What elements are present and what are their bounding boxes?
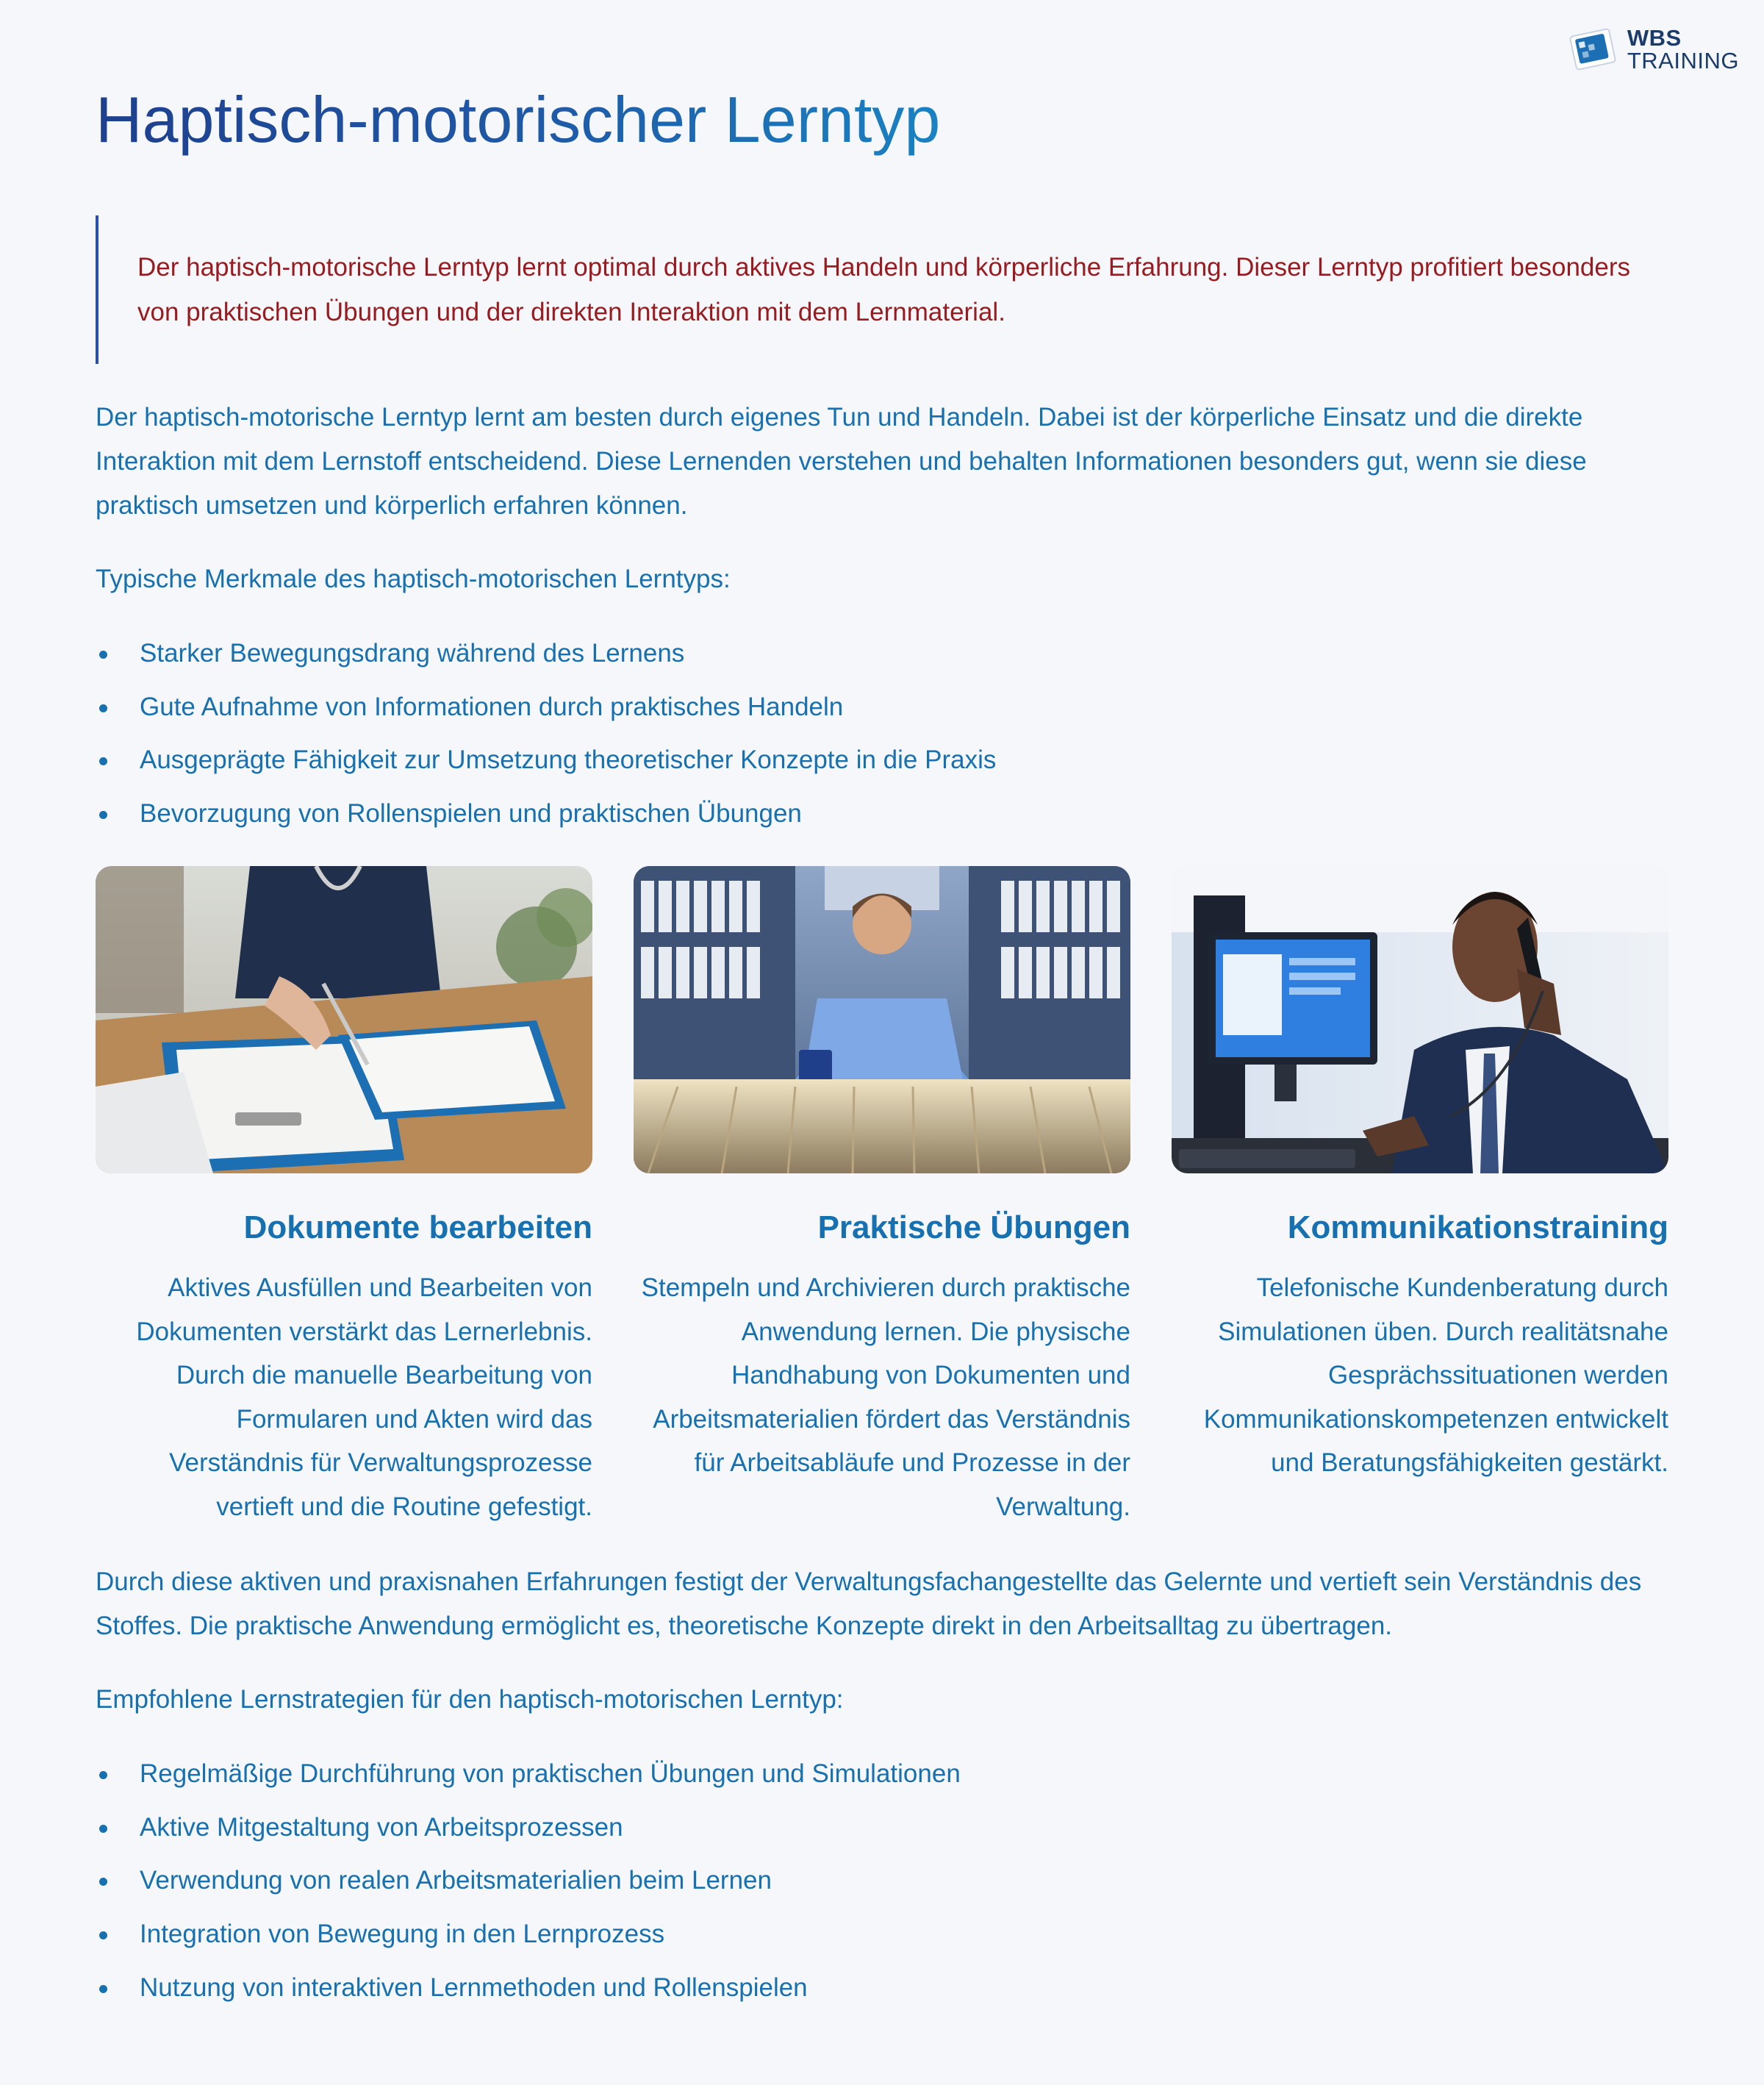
logo-line-1: WBS — [1627, 25, 1682, 51]
list-item: Verwendung von realen Arbeitsmaterialien beim Lernen — [96, 1854, 961, 1908]
highlight-text: Der haptisch-motorische Lerntyp lernt optimal durch aktives Handeln und körperliche Erfahrung. Dieser Lerntyp profitiert besonders von praktischen Übungen und der direkten Interaktion mit dem Lernmaterial. — [137, 253, 1631, 326]
wbs-logo[interactable] — [1568, 25, 1739, 74]
card-title: Dokumente bearbeiten — [243, 1209, 592, 1245]
card-documents — [96, 866, 592, 1521]
card-text: Telefonische Kundenberatung durch Simulationen üben. Durch realitätsnahe Gesprächssituationen werden Kommunikationskompetenzen entwickelt und Beratungsfähigkeiten gestärkt. — [1203, 1273, 1668, 1478]
list-item: Ausgeprägte Fähigkeit zur Umsetzung theoretischer Konzepte in die Praxis — [96, 734, 996, 787]
list-item: Regelmäßige Durchführung von praktischen Übungen und Simulationen — [96, 1748, 961, 1801]
card-text: Stempeln und Archivieren durch praktische Anwendung lernen. Die physische Handhabung von Dokumenten und Arbeitsmaterialien fördert das Verständnis für Arbeitsabläufe und Prozesse in der Verwaltung. — [641, 1273, 1130, 1521]
card-exercises — [634, 866, 1130, 1521]
list-item: Integration von Bewegung in den Lernprozess — [96, 1908, 961, 1961]
phone-call-photo — [1172, 866, 1668, 1173]
page-title: Haptisch-motorischer Lerntyp — [96, 79, 940, 160]
card-communication — [1172, 866, 1668, 1478]
documents-photo — [96, 866, 592, 1173]
intro-paragraph: Der haptisch-motorische Lerntyp lernt am besten durch eigenes Tun und Handeln. Dabei ist der körperliche Einsatz und die direkte Interaktion mit dem Lernstoff entscheidend. Diese Lernenden verstehen und behalten Informationen besonders gut, wenn sie diese praktisch umsetzen und körperlich erfahren können. — [96, 403, 1587, 520]
features-heading: Typische Merkmale des haptisch-motorischen Lerntyps: — [96, 565, 731, 593]
list-item: Aktive Mitgestaltung von Arbeitsprozessen — [96, 1801, 961, 1855]
strategies-heading: Empfohlene Lernstrategien für den haptisch-motorischen Lerntyp: — [96, 1685, 844, 1714]
logo-wordmark — [1627, 26, 1739, 72]
logo-line-2: TRAINING — [1627, 48, 1739, 74]
card-title: Kommunikationstraining — [1287, 1209, 1668, 1245]
card-text: Aktives Ausfüllen und Bearbeiten von Dokumenten verstärkt das Lernerlebnis. Durch die manuelle Bearbeitung von Formularen und Akten wird das Verständnis für Verwaltungsprozesse vertieft und die Routine gefestigt. — [136, 1273, 592, 1521]
list-item: Starker Bewegungsdrang während des Lernens — [96, 627, 996, 681]
list-item: Gute Aufnahme von Informationen durch praktisches Handeln — [96, 681, 996, 734]
wbs-logo-icon — [1568, 25, 1617, 74]
strategies-list — [96, 1748, 961, 2015]
card-title: Praktische Übungen — [817, 1209, 1130, 1245]
list-item: Nutzung von interaktiven Lernmethoden und Rollenspielen — [96, 1961, 961, 2015]
card-row — [96, 866, 1668, 1528]
summary-paragraph: Durch diese aktiven und praxisnahen Erfahrungen festigt der Verwaltungsfachangestellte das Gelernte und vertieft sein Verständnis des Stoffes. Die praktische Anwendung ermöglicht es, theoretische Konzepte direkt in den Arbeitsalltag zu übertragen. — [96, 1567, 1642, 1640]
features-list — [96, 627, 996, 841]
list-item: Bevorzugung von Rollenspielen und praktischen Übungen — [96, 787, 996, 841]
highlight-callout — [96, 215, 1668, 364]
archive-photo — [634, 866, 1130, 1173]
